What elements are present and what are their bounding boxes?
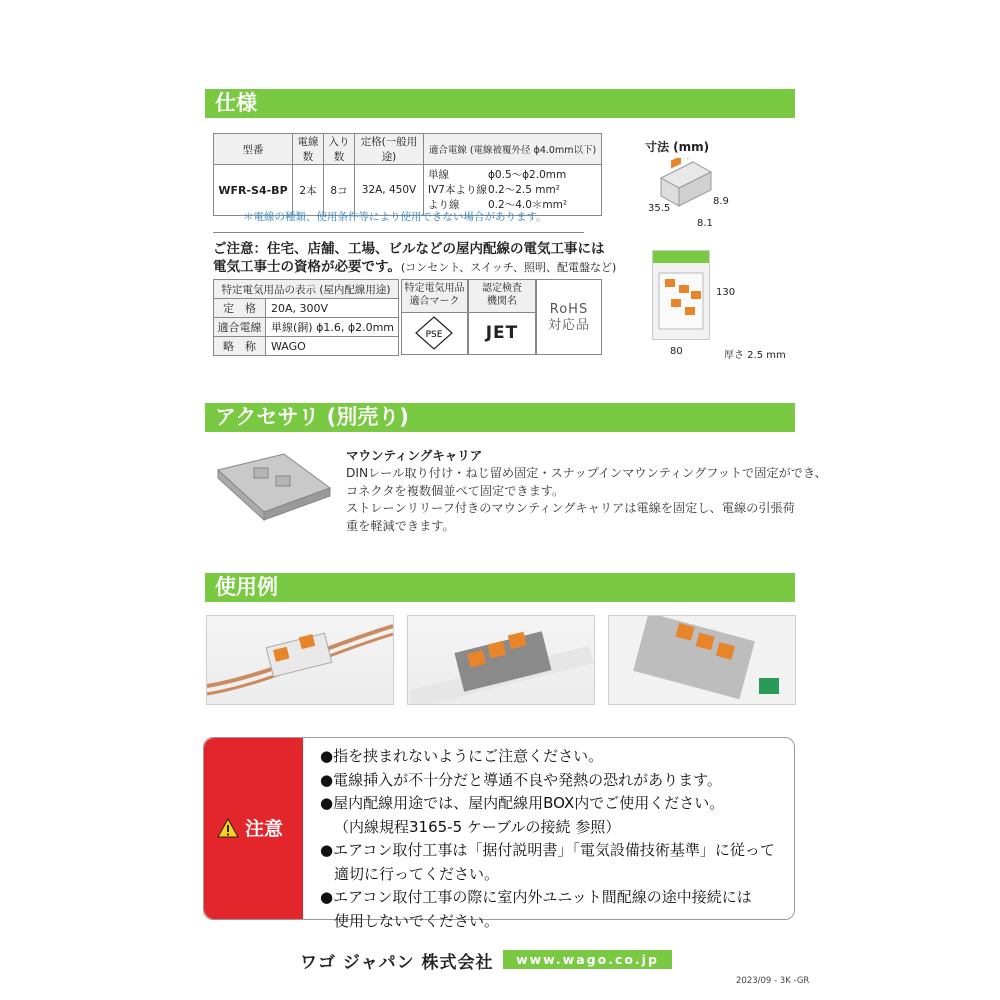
cell-rating: 32A, 450V — [355, 165, 424, 216]
dim-height: 8.9 — [713, 196, 729, 207]
cable-row: IV7本より線0.2～2.5 mm² — [428, 183, 560, 196]
warning-line: 使用しないでください。 — [334, 911, 500, 930]
usage-photo-3 — [608, 615, 796, 705]
usage-photo-1 — [206, 615, 394, 705]
warning-label-text: 注意 — [245, 818, 284, 840]
warning-line: 適切に行ってください。 — [334, 864, 500, 883]
caution-line: ご注意：住宅、店舗、工場、ビルなどの屋内配線の電気工事には — [213, 241, 605, 257]
spec-data-row — [214, 165, 602, 216]
section-header-usage — [205, 573, 795, 602]
rohs-label: RoHS — [549, 302, 589, 317]
warning-line: （内線規程3165-5 ケーブルの接続 参照） — [334, 817, 621, 836]
mounting-carrier-image — [214, 448, 334, 528]
usage-photo-2 — [407, 615, 595, 705]
installation-box-icon — [609, 616, 795, 704]
th-rating: 定格(一般用途) — [355, 134, 424, 165]
th-cable: 適合電線 (電線被覆外径 ϕ4.0mm以下) — [424, 134, 602, 165]
agency-box — [468, 279, 536, 355]
pse-mark-box — [401, 279, 468, 355]
spec-header-row — [214, 134, 602, 165]
warning-line: ●電線挿入が不十分だと導通不良や発熱の恐れがあります。 — [320, 770, 722, 789]
divider — [213, 232, 584, 233]
jet-logo: JET — [485, 323, 519, 343]
rohs-box — [536, 279, 602, 355]
dim-thickness: 厚さ 2.5 mm — [724, 350, 786, 361]
dim-length: 35.5 — [648, 203, 671, 214]
spec-table — [213, 133, 602, 216]
cell-cables — [424, 165, 602, 216]
spec-note: ＊電線の種類、使用条件等により使用できない場合があります。 — [243, 211, 547, 223]
accessory-title: マウンティングキャリア — [346, 448, 483, 463]
cell-model: WFR-S4-BP — [214, 165, 293, 216]
caution-line: 電気工事士の資格が必要です。(コンセント、スイッチ、照明、配電盤など) — [213, 259, 617, 275]
pse-label: 略 称 — [214, 337, 266, 356]
pse-value: 20A, 300V — [266, 299, 399, 318]
company-url[interactable]: www.wago.co.jp — [503, 950, 672, 969]
section-header-spec — [205, 89, 795, 118]
wires-connector-icon — [207, 616, 393, 704]
th-model: 型番 — [214, 134, 293, 165]
package-header-band — [653, 251, 709, 263]
warning-list — [320, 745, 775, 933]
pse-diamond-icon — [402, 313, 467, 353]
dimensions-title: 寸法 (mm) — [645, 140, 710, 154]
warning-label — [217, 814, 283, 841]
package-image — [652, 250, 710, 340]
cable-row: 単線 ϕ0.5～ϕ2.0mm — [428, 168, 567, 181]
company-name: ワゴ ジャパン 株式会社 — [300, 953, 494, 973]
pse-value: 単線(銅) ϕ1.6, ϕ2.0mm — [266, 318, 399, 337]
warning-triangle-icon — [217, 818, 239, 838]
rohs-sub: 対応品 — [547, 318, 590, 333]
accessory-description: DINレール取り付け・ねじ留め固定・スナップインマウンティングフットで固定ができ、 コネクタを複数個並べて固定できます。 ストレーンリリーフ付きのマウンティングキャリアは電線を固定し、電線の引張荷 重を軽減できます。 — [346, 466, 827, 533]
pse-mark-text: PSE — [425, 330, 443, 340]
pse-label: 定 格 — [214, 299, 266, 318]
pse-label: 適合電線 — [214, 318, 266, 337]
warning-label-panel — [204, 738, 303, 919]
section-title: 仕様 — [215, 91, 257, 115]
electrician-caution — [213, 240, 616, 277]
section-header-accessory — [205, 403, 795, 432]
warning-line: ●指を挟まれないようにご注意ください。 — [320, 747, 604, 765]
document-code: 2023/09 - 3K -GR — [736, 976, 810, 986]
warning-line: ●エアコン取付工事は「据付説明書」「電気設備技術基準」に従って — [320, 841, 775, 859]
connector-image — [655, 158, 713, 208]
section-title: アクセサリ (別売り) — [215, 405, 409, 429]
warning-line: ●エアコン取付工事の際に室内外ユニット間配線の途中接続には — [320, 888, 752, 906]
mounting-carrier-icon — [214, 448, 334, 528]
dim-package-width: 80 — [670, 346, 683, 357]
agency-header: 認定検査 機関名 — [469, 280, 535, 313]
dim-package-height: 130 — [716, 287, 736, 298]
cell-qty: 8コ — [324, 165, 355, 216]
section-title: 使用例 — [215, 575, 278, 599]
carrier-with-connectors-icon — [408, 616, 594, 704]
th-wires: 電線数 — [293, 134, 324, 165]
package-connectors-icon — [653, 263, 709, 339]
warning-line: ●屋内配線用途では、屋内配線用BOX内でご使用ください。 — [320, 794, 725, 812]
pse-table — [213, 279, 399, 356]
cell-wires: 2本 — [293, 165, 324, 216]
dim-width: 8.1 — [697, 218, 713, 229]
pse-header: 特定電気用品の表示 (屋内配線用途) — [214, 280, 399, 299]
cable-row: より線 0.2～4.0＊mm² — [428, 198, 568, 211]
pse-value: WAGO — [266, 337, 399, 356]
mark-header: 特定電気用品 適合マーク — [402, 280, 467, 313]
th-qty: 入り数 — [324, 134, 355, 165]
